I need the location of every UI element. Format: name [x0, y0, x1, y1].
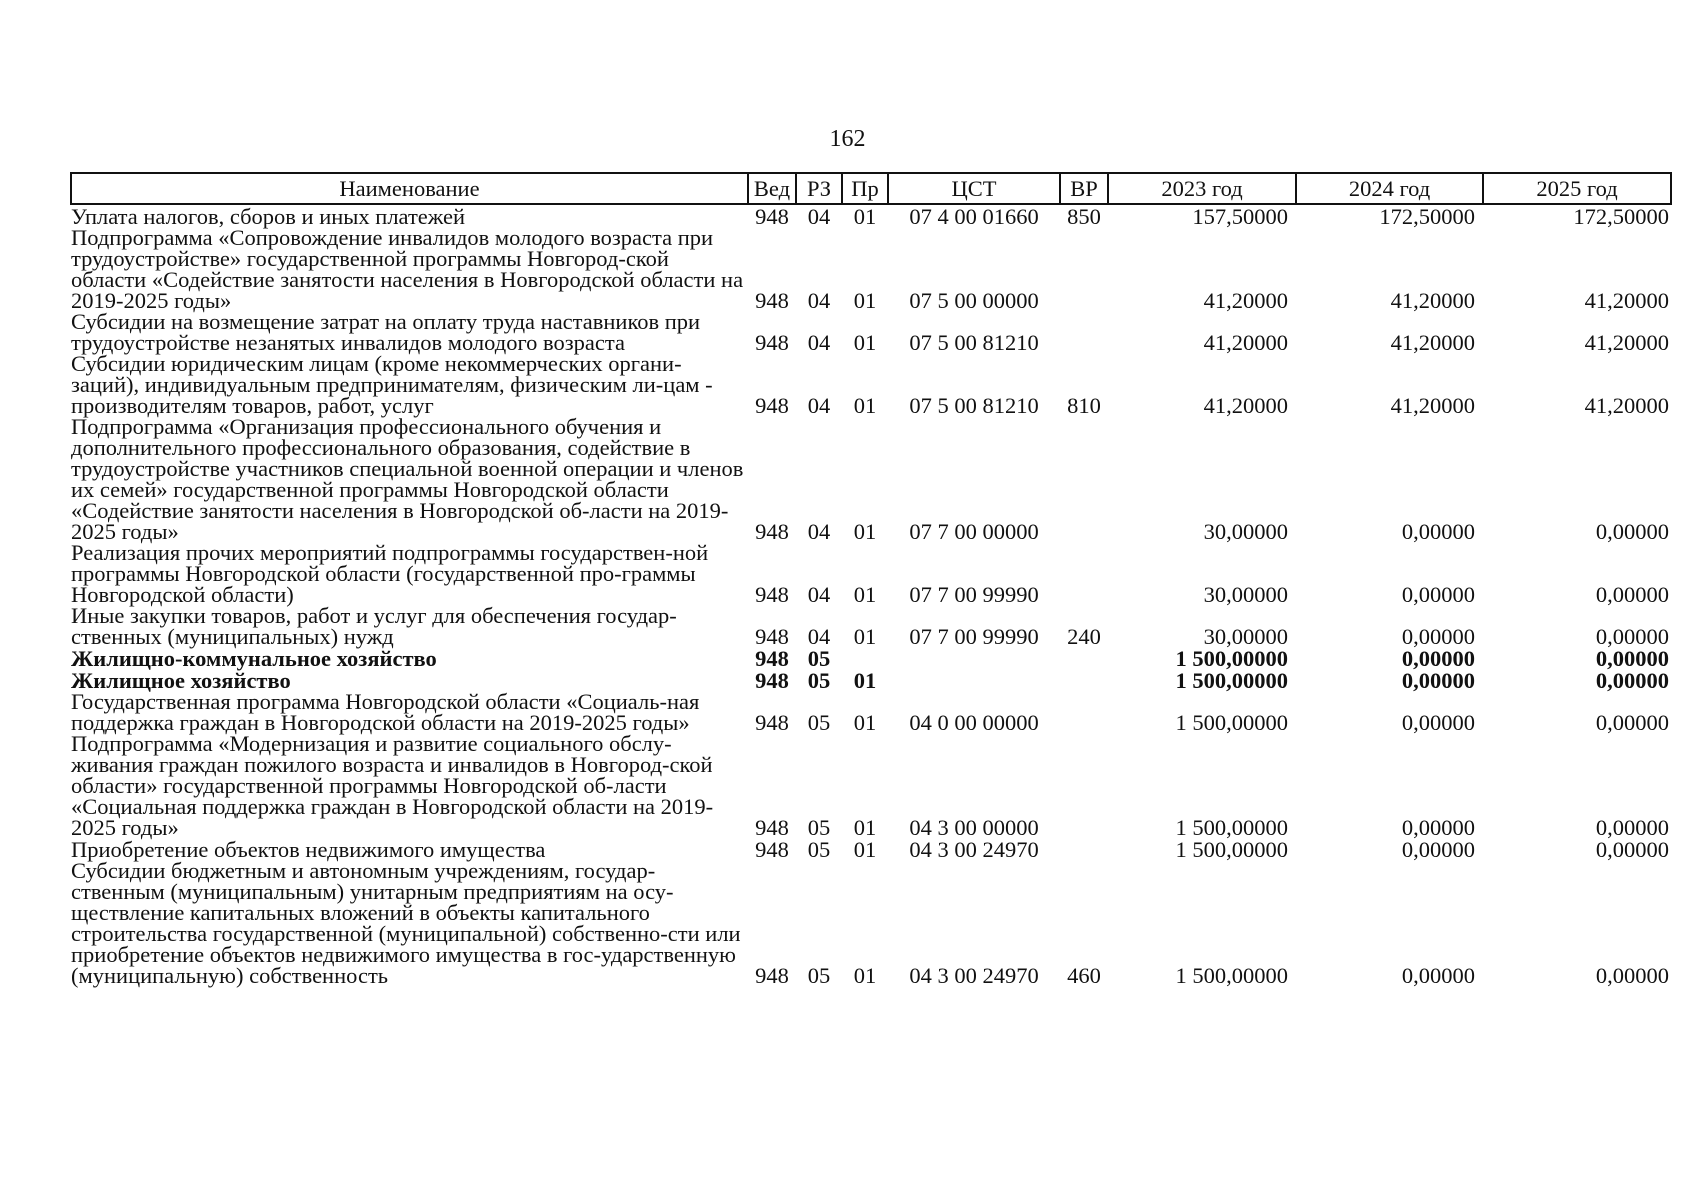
- cell-ved: 948: [755, 393, 789, 418]
- table-row: [71, 733, 1671, 838]
- cell-ved: 948: [755, 519, 789, 544]
- cell-2025: 0,00000: [1595, 519, 1669, 544]
- cell-name: Приобретение объектов недвижимого имущества: [71, 837, 546, 862]
- header-rz: РЗ: [796, 173, 842, 204]
- table-row: [71, 691, 1671, 733]
- cell-rz: 05: [807, 963, 831, 988]
- cell-pr: 01: [853, 204, 877, 229]
- cell-2025: 0,00000: [1595, 815, 1669, 840]
- cell-ved: 948: [755, 815, 789, 840]
- cell-2024: 0,00000: [1401, 624, 1475, 649]
- cell-2025: 0,00000: [1595, 668, 1669, 693]
- cell-2023: 1 500,00000: [1175, 668, 1288, 693]
- cell-vr: 460: [1067, 963, 1101, 988]
- cell-vr: [1060, 669, 1108, 691]
- cell-cst: 04 0 00 00000: [909, 710, 1039, 735]
- cell-2024: 0,00000: [1401, 963, 1475, 988]
- cell-cst: 07 7 00 99990: [909, 582, 1039, 607]
- cell-2024: 0,00000: [1401, 837, 1475, 862]
- table-row: [71, 353, 1671, 416]
- cell-2023: 1 500,00000: [1175, 710, 1288, 735]
- cell-ved: 948: [755, 204, 789, 229]
- cell-2025: 172,50000: [1573, 204, 1669, 229]
- cell-ved: 948: [755, 624, 789, 649]
- cell-name: Субсидии юридическим лицам (кроме некоммерческих органи-заций), индивидуальным предпринимателям, физическим ли-цам - производителям товаров, работ, услуг: [71, 351, 713, 418]
- cell-rz: 05: [807, 815, 831, 840]
- header-pr: Пр: [842, 173, 888, 204]
- cell-ved: 948: [755, 288, 789, 313]
- cell-rz: 04: [807, 204, 831, 229]
- cell-2025: 0,00000: [1595, 710, 1669, 735]
- cell-ved: 948: [755, 710, 789, 735]
- cell-name: Подпрограмма «Организация профессионального обучения и дополнительного профессионального образования, содействие в трудоустройстве участников специальной военной операции и членов их семей» государственной программы Новгородской области «Содействие занятости населения в Новгородской об-ласти на 2019-2025 годы»: [71, 414, 744, 544]
- cell-2025: 41,20000: [1584, 393, 1669, 418]
- cell-2024: 0,00000: [1401, 519, 1475, 544]
- page-number: 162: [829, 126, 866, 152]
- cell-pr: 01: [853, 519, 877, 544]
- cell-2024: 0,00000: [1401, 582, 1475, 607]
- cell-name: Субсидии на возмещение затрат на оплату труда наставников при трудоустройстве незанятых инвалидов молодого возраста: [71, 309, 701, 355]
- cell-2023: 1 500,00000: [1175, 963, 1288, 988]
- cell-rz: 05: [807, 668, 831, 693]
- cell-rz: 04: [807, 393, 831, 418]
- cell-2024: 41,20000: [1390, 288, 1475, 313]
- header-2024: 2024 год: [1296, 173, 1483, 204]
- cell-ved: 948: [755, 668, 789, 693]
- cell-2025: 41,20000: [1584, 330, 1669, 355]
- cell-2023: 1 500,00000: [1175, 646, 1288, 671]
- header-ved: Вед: [748, 173, 796, 204]
- cell-rz: 05: [807, 837, 831, 862]
- cell-cst: 07 4 00 01660: [909, 204, 1039, 229]
- cell-2025: 0,00000: [1595, 646, 1669, 671]
- table-row: [71, 416, 1671, 542]
- cell-rz: 04: [807, 582, 831, 607]
- cell-2025: 0,00000: [1595, 582, 1669, 607]
- cell-pr: 01: [853, 582, 877, 607]
- cell-2025: 41,20000: [1584, 288, 1669, 313]
- cell-rz: 04: [807, 330, 831, 355]
- table-row: [71, 204, 1671, 227]
- cell-rz: 04: [807, 624, 831, 649]
- cell-2025: 0,00000: [1595, 837, 1669, 862]
- cell-2024: 41,20000: [1390, 393, 1475, 418]
- table-row: [71, 227, 1671, 311]
- cell-cst: [888, 647, 1060, 669]
- cell-2023: 41,20000: [1203, 330, 1288, 355]
- cell-2024: 172,50000: [1379, 204, 1475, 229]
- cell-2023: 41,20000: [1203, 393, 1288, 418]
- cell-vr: 850: [1067, 204, 1101, 229]
- header-2023: 2023 год: [1108, 173, 1296, 204]
- cell-pr: 01: [853, 668, 877, 693]
- cell-ved: 948: [755, 330, 789, 355]
- table-row: [71, 860, 1671, 986]
- cell-cst: [888, 669, 1060, 691]
- cell-2024: 0,00000: [1401, 815, 1475, 840]
- cell-name: Жилищное хозяйство: [71, 668, 291, 693]
- cell-name: Подпрограмма «Модернизация и развитие социального обслу-живания граждан пожилого возраста и инвалидов в Новгород-ской области» государственной программы Новгородской об-ласти «Социальная поддержка граждан в Новгородской области на 2019-2025 годы»: [71, 731, 714, 840]
- cell-vr: [1060, 647, 1108, 669]
- cell-cst: 07 7 00 99990: [909, 624, 1039, 649]
- cell-name: Уплата налогов, сборов и иных платежей: [71, 204, 466, 229]
- header-2025: 2025 год: [1483, 173, 1671, 204]
- table-row: [71, 311, 1671, 353]
- table-header: [71, 173, 1671, 204]
- header-name: Наименование: [71, 173, 748, 204]
- cell-name: Жилищно-коммунальное хозяйство: [71, 646, 437, 671]
- cell-cst: 07 5 00 81210: [909, 330, 1039, 355]
- cell-name: Государственная программа Новгородской области «Социаль-ная поддержка граждан в Новгородской области на 2019-2025 годы»: [71, 689, 700, 735]
- cell-cst: 07 5 00 81210: [909, 393, 1039, 418]
- table-row: [71, 647, 1671, 669]
- cell-rz: 04: [807, 519, 831, 544]
- cell-vr: [1060, 691, 1108, 733]
- cell-ved: 948: [755, 646, 789, 671]
- cell-vr: 240: [1067, 624, 1101, 649]
- cell-vr: [1060, 311, 1108, 353]
- cell-pr: 01: [853, 837, 877, 862]
- cell-2023: 30,00000: [1203, 624, 1288, 649]
- cell-cst: 04 3 00 24970: [909, 963, 1039, 988]
- cell-pr: 01: [853, 624, 877, 649]
- header-cst: ЦСТ: [888, 173, 1060, 204]
- table-row: [71, 838, 1671, 860]
- cell-pr: 01: [853, 288, 877, 313]
- table-row: [71, 669, 1671, 691]
- cell-2025: 0,00000: [1595, 963, 1669, 988]
- cell-vr: [1060, 542, 1108, 605]
- cell-rz: 05: [807, 646, 831, 671]
- budget-table: [70, 172, 1672, 986]
- cell-2024: 0,00000: [1401, 668, 1475, 693]
- cell-pr: 01: [853, 815, 877, 840]
- cell-vr: [1060, 227, 1108, 311]
- cell-pr: 01: [853, 330, 877, 355]
- cell-pr: [842, 647, 888, 669]
- cell-pr: 01: [853, 963, 877, 988]
- cell-2023: 30,00000: [1203, 519, 1288, 544]
- cell-cst: 04 3 00 00000: [909, 815, 1039, 840]
- cell-ved: 948: [755, 837, 789, 862]
- cell-rz: 05: [807, 710, 831, 735]
- table-body: [71, 204, 1671, 986]
- cell-ved: 948: [755, 582, 789, 607]
- cell-2023: 157,50000: [1192, 204, 1288, 229]
- cell-cst: 07 7 00 00000: [909, 519, 1039, 544]
- cell-vr: [1060, 416, 1108, 542]
- cell-2024: 0,00000: [1401, 646, 1475, 671]
- cell-pr: 01: [853, 393, 877, 418]
- cell-vr: 810: [1067, 393, 1101, 418]
- cell-rz: 04: [807, 288, 831, 313]
- cell-name: Подпрограмма «Сопровождение инвалидов молодого возраста при трудоустройстве» государственной программы Новгород-ской области «Содействие занятости населения в Новгородской области на 2019-2025 годы»: [71, 225, 744, 313]
- cell-name: Иные закупки товаров, работ и услуг для обеспечения государ-ственных (муниципальных) нужд: [71, 603, 677, 649]
- cell-2025: 0,00000: [1595, 624, 1669, 649]
- cell-pr: 01: [853, 710, 877, 735]
- cell-vr: [1060, 838, 1108, 860]
- table-row: [71, 542, 1671, 605]
- cell-name: Субсидии бюджетным и автономным учреждениям, государ-ственным (муниципальным) унитарным предприятиям на осу-ществление капитальных вложений в объекты капитального строительства государственной (муниципальной) собственно-сти или приобретение объектов недвижимого имущества в гос-ударственную (муниципальную) собственность: [71, 858, 741, 988]
- cell-2024: 0,00000: [1401, 710, 1475, 735]
- cell-2023: 1 500,00000: [1175, 837, 1288, 862]
- cell-2023: 41,20000: [1203, 288, 1288, 313]
- cell-cst: 04 3 00 24970: [909, 837, 1039, 862]
- cell-cst: 07 5 00 00000: [909, 288, 1039, 313]
- cell-name: Реализация прочих мероприятий подпрограммы государствен-ной программы Новгородской области (государственной про-граммы Новгородской области): [71, 540, 709, 607]
- table-row: [71, 605, 1671, 647]
- cell-2023: 1 500,00000: [1175, 815, 1288, 840]
- cell-2024: 41,20000: [1390, 330, 1475, 355]
- header-vr: ВР: [1060, 173, 1108, 204]
- cell-2023: 30,00000: [1203, 582, 1288, 607]
- cell-ved: 948: [755, 963, 789, 988]
- cell-vr: [1060, 733, 1108, 838]
